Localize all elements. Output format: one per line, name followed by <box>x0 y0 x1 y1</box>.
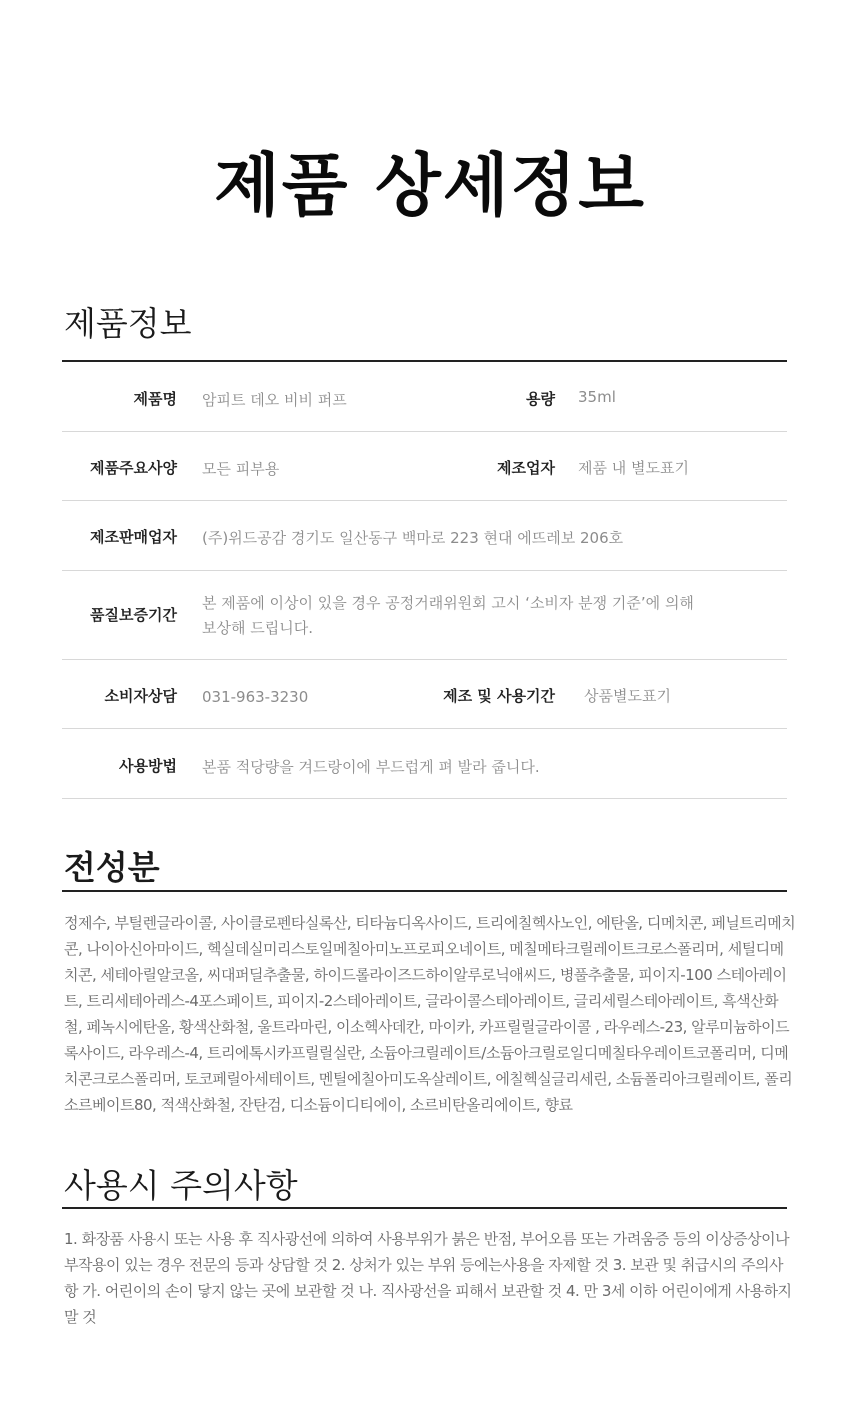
row-value <box>202 591 694 641</box>
info-row-warranty <box>62 571 787 660</box>
row-value: 본품 적당량을 겨드랑이에 부드럽게 펴 발라 줍니다. <box>202 758 540 776</box>
ingredients-text: 정제수, 부틸렌글라이콜, 사이클로펜타실록산, 티타늄디옥사이드, 트리에칠헥사노인, 에탄올, 디메치콘, 페닐트리메치콘, 나이아신아마이드, 헥실데실미리스토일메칠아미노프로피오네이트, 메칠메타크릴레이트크로스폴리머, 세틸디메치콘, 세테아릴알코올, 씨대퍼딜추출물, 하이드롤라이즈드하이알루로닉애씨드, 병풀추출물, 피이지-100 스테아레이트, 트리세테아레스-4포스페이트, 피이지-2스테아레이트, 글라이콜스테아레이트, 글리세릴스테아레이트, 흑색산화철, 페녹시에탄올, 황색산화철, 울트라마린, 이소헥사데칸, 마이카, 카프릴릴글라이콜 , 라우레스-23, 알루미늄하이드록사이드, 라우레스-4, 트리에톡시카프릴릴실란, 소듐아크릴레이트/소듐아크릴로일디메칠타우레이트코폴리머, 디메치콘크로스폴리머, 토코페릴아세테이트, 멘틸에칠아미도옥살레이트, 에칠헥실글리세린, 소듐폴리아크릴레이트, 폴리소르베이트80, 적색산화철, 잔탄검, 디소듐이디티에이, 소르비탄올리에이트, 향료 <box>64 914 796 1114</box>
row-label: 품질보증기간 <box>90 606 177 624</box>
row-value: 모든 피부용 <box>202 460 280 478</box>
row-label: 제품주요사양 <box>90 459 177 477</box>
product-info-table <box>62 362 787 799</box>
row-value-line: 보상해 드립니다. <box>202 619 313 637</box>
row-label: 제품명 <box>133 390 177 408</box>
info-row-spec <box>62 432 787 501</box>
page-title: 제품 상세정보 <box>214 147 646 226</box>
row-label: 사용방법 <box>119 757 177 775</box>
row-value: 031-963-3230 <box>202 688 309 706</box>
ingredients-heading: 전성분 <box>64 848 160 887</box>
caution-text: 1. 화장품 사용시 또는 사용 후 직사광선에 의하여 사용부위가 붉은 반점, 부어오름 또는 가려움증 등의 이상증상이나 부작용이 있는 경우 전문의 등과 상담할 것 2. 상처가 있는 부위 등에는사용을 자제할 것 3. 보관 및 취급시의 주의사항 가. 어린이의 손이 닿지 않는 곳에 보관할 것 나. 직사광선을 피해서 보관할 것 4. 만 3세 이하 어린이에게 사용하지 말 것 <box>64 1230 792 1326</box>
info-row-usage <box>62 729 787 799</box>
row-label: 소비자상담 <box>104 687 177 705</box>
row-label: 제조판매업자 <box>90 528 177 546</box>
row-label: 제조 및 사용기간 <box>443 687 555 705</box>
row-value: 35ml <box>578 388 616 406</box>
row-value: 암피트 데오 비비 퍼프 <box>202 391 347 409</box>
row-label: 제조업자 <box>497 459 555 477</box>
section-divider <box>62 1207 787 1209</box>
row-label: 용량 <box>526 390 555 408</box>
caution-heading: 사용시 주의사항 <box>64 1166 298 1205</box>
info-row-product-name <box>62 362 787 432</box>
info-row-distributor <box>62 501 787 571</box>
row-value: 상품별도표기 <box>584 687 671 705</box>
section-divider <box>62 890 787 892</box>
row-value: (주)위드공감 경기도 일산동구 백마로 223 현대 에뜨레보 206호 <box>202 529 624 547</box>
row-value-line: 본 제품에 이상이 있을 경우 공정거래위원회 고시 ‘소비자 분쟁 기준’에 의해 <box>202 594 694 612</box>
product-info-heading: 제품정보 <box>64 304 192 343</box>
info-row-contact <box>62 660 787 729</box>
row-value: 제품 내 별도표기 <box>578 459 689 477</box>
